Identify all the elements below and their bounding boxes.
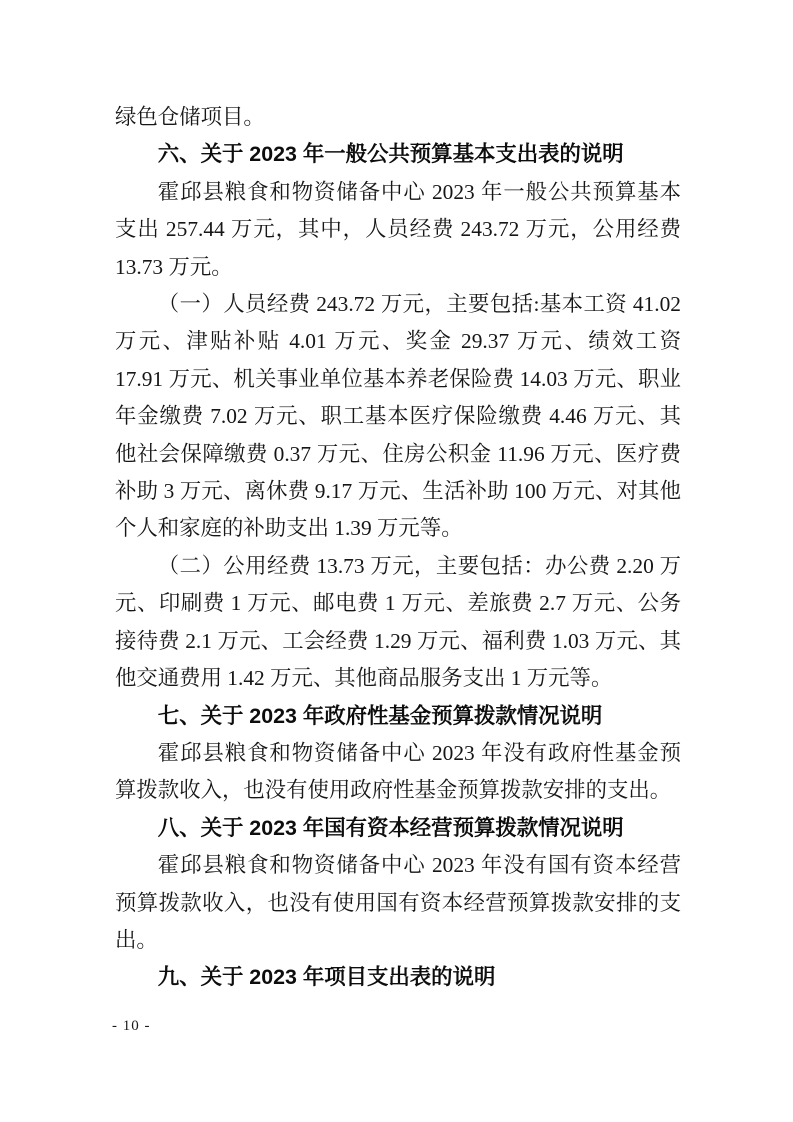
document-body (115, 99, 681, 997)
section-heading-eight-state-capital: 八、关于 2023 年国有资本经营预算拨款情况说明 (157, 815, 624, 840)
section-heading-nine-project-expenditure: 九、关于 2023 年项目支出表的说明 (157, 965, 496, 990)
page-number: - 10 - (112, 1018, 151, 1034)
paragraph-government-fund-statement: 霍邱县粮食和物资储备中心 2023 年没有政府性基金预算拨款收入，也没有使用政府性基金预算拨款安排的支出。 (115, 740, 681, 803)
paragraph-public-funds-detail: （二）公用经费 13.73 万元，主要包括：办公费 2.20 万元、印刷费 1 万元、邮电费 1 万元、差旅费 2.7 万元、公务接待费 2.1 万元、工会经费 1.29 万元、福利费 1.03 万元、其他交通费用 1.42 万元、其他商品服务支出 1 万元等。 (115, 553, 681, 691)
paragraph-personnel-funds-detail: （一）人员经费 243.72 万元，主要包括:基本工资 41.02 万元、津贴补贴 4.01 万元、奖金 29.37 万元、绩效工资 17.91 万元、机关事业单位基本养老保险费 14.03 万元、职业年金缴费 7.02 万元、职工基本医疗保险缴费 4.46 万元、其他社会保障缴费 0.37 万元、住房公积金 11.96 万元、医疗费补助 3 万元、离休费 9.17 万元、生活补助 100 万元、对其他个人和家庭的补助支出 1.39 万元等。 (115, 292, 681, 541)
section-heading-six-basic-expenditure: 六、关于 2023 年一般公共预算基本支出表的说明 (157, 142, 624, 167)
paragraph-basic-expenditure-summary: 霍邱县粮食和物资储备中心 2023 年一般公共预算基本支出 257.44 万元，其中，人员经费 243.72 万元，公用经费 13.73 万元。 (115, 179, 681, 279)
paragraph-state-capital-statement: 霍邱县粮食和物资储备中心 2023 年没有国有资本经营预算拨款收入，也没有使用国有资本经营预算拨款安排的支出。 (115, 853, 681, 952)
paragraph-green-storage-continuation: 绿色仓储项目。 (115, 105, 265, 129)
section-heading-seven-government-fund: 七、关于 2023 年政府性基金预算拨款情况说明 (157, 703, 603, 728)
